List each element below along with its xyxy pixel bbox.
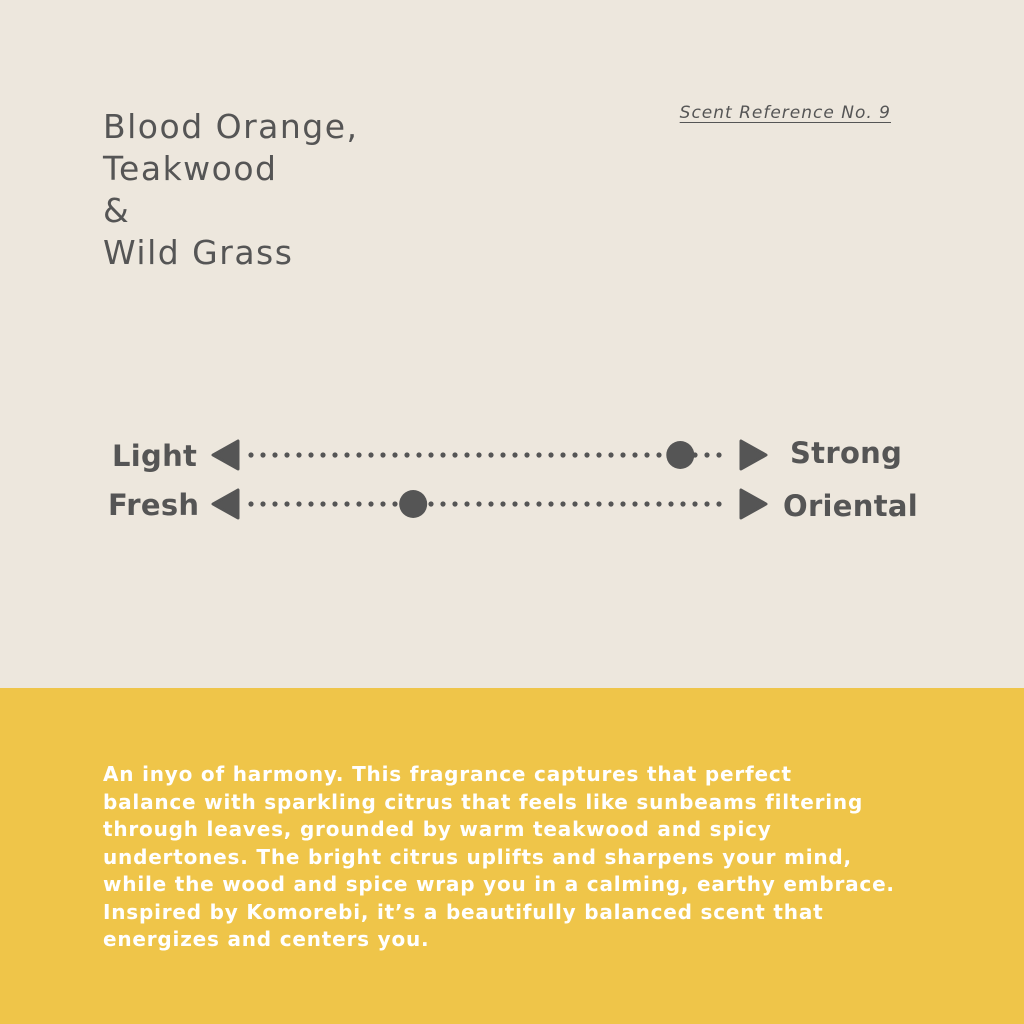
scale-dot: [284, 452, 289, 457]
scale-dot: [620, 452, 625, 457]
description-line: balance with sparkling citrus that feels like sunbeams filtering: [103, 789, 864, 814]
scale-dot: [320, 452, 325, 457]
scale-dot: [536, 501, 541, 506]
scale-dot: [440, 501, 445, 506]
scent-reference: Scent Reference No. 9: [679, 103, 891, 123]
scale-left-label-fresh: Fresh: [108, 488, 200, 522]
scale-dot: [476, 501, 481, 506]
scale-dot: [680, 501, 685, 506]
scale-dot: [476, 452, 481, 457]
scale-dot: [380, 501, 385, 506]
scale-dot: [584, 501, 589, 506]
scale-dot: [596, 452, 601, 457]
scale-dot: [692, 501, 697, 506]
scale-dot: [512, 501, 517, 506]
scale-dot: [548, 501, 553, 506]
scale-dot: [572, 501, 577, 506]
scale-dot: [332, 501, 337, 506]
scale-dot: [380, 452, 385, 457]
description-line: Inspired by Komorebi, it’s a beautifully balanced scent that: [103, 899, 824, 924]
scale-dot: [512, 452, 517, 457]
scale-dot: [536, 452, 541, 457]
scale-dot: [500, 452, 505, 457]
scale-dot: [620, 501, 625, 506]
title-line: Blood Orange,: [103, 107, 359, 146]
description-line: while the wood and spice wrap you in a calming, earthy embrace.: [103, 872, 895, 896]
scale-dot: [488, 501, 493, 506]
scale-dot: [560, 501, 565, 506]
scale-fresh-oriental: [213, 490, 766, 518]
arrow-right-icon: [741, 441, 766, 469]
scale-dot: [416, 452, 421, 457]
description-line: through leaves, grounded by warm teakwood and spicy: [103, 817, 772, 841]
scale-dot: [272, 452, 277, 457]
scale-dot: [452, 501, 457, 506]
scale-dot: [500, 501, 505, 506]
scale-left-label-light: Light: [112, 439, 198, 473]
scale-dot: [464, 452, 469, 457]
scale-dot: [608, 501, 613, 506]
scale-dot: [524, 501, 529, 506]
scale-dot: [296, 452, 301, 457]
scale-dot: [320, 501, 325, 506]
scale-dot: [668, 501, 673, 506]
scale-dot: [284, 501, 289, 506]
scale-dot: [488, 452, 493, 457]
scale-dot: [464, 501, 469, 506]
scale-dot: [428, 452, 433, 457]
arrow-left-icon: [213, 441, 238, 469]
scale-dot: [560, 452, 565, 457]
scale-dot: [440, 452, 445, 457]
scale-dot: [644, 501, 649, 506]
scale-dot: [248, 452, 253, 457]
scale-dot: [260, 452, 265, 457]
scale-dot: [404, 452, 409, 457]
scent-description: [103, 761, 963, 954]
scale-right-label-strong: Strong: [790, 436, 903, 470]
scale-dot: [632, 452, 637, 457]
scale-dot: [608, 452, 613, 457]
scale-dot: [392, 501, 397, 506]
scale-dot: [704, 452, 709, 457]
scale-dot: [344, 452, 349, 457]
description-line: undertones. The bright citrus uplifts and sharpens your mind,: [103, 844, 852, 869]
scale-dot: [392, 452, 397, 457]
scale-dot: [596, 501, 601, 506]
scale-dot: [644, 452, 649, 457]
scale-dot: [296, 501, 301, 506]
scale-dot: [524, 452, 529, 457]
scale-dot: [356, 452, 361, 457]
scale-dot: [368, 452, 373, 457]
scale-dot: [656, 501, 661, 506]
scale-dot: [344, 501, 349, 506]
scale-right-label-oriental: Oriental: [783, 489, 918, 523]
title-line: &: [103, 191, 131, 230]
scale-light-strong: [213, 441, 766, 469]
arrow-left-icon: [213, 490, 238, 518]
scale-dot: [572, 452, 577, 457]
scale-dot: [452, 452, 457, 457]
scale-dot: [260, 501, 265, 506]
scale-dot: [308, 501, 313, 506]
scale-marker: [666, 441, 694, 469]
title-line: Teakwood: [103, 149, 278, 188]
arrow-right-icon: [741, 490, 766, 518]
title-line: Wild Grass: [103, 233, 294, 272]
scale-dot: [368, 501, 373, 506]
scale-dot: [272, 501, 277, 506]
scale-dot: [332, 452, 337, 457]
scale-dot: [308, 452, 313, 457]
scale-dot: [716, 501, 721, 506]
scale-dot: [704, 501, 709, 506]
scale-dot: [656, 452, 661, 457]
scale-marker: [399, 490, 427, 518]
description-line: energizes and centers you.: [103, 927, 430, 951]
scale-dot: [248, 501, 253, 506]
scale-dot: [356, 501, 361, 506]
description-line: An inyo of harmony. This fragrance captures that perfect: [103, 762, 792, 786]
scale-dot: [584, 452, 589, 457]
scale-dot: [548, 452, 553, 457]
scale-dot: [632, 501, 637, 506]
scale-dot: [716, 452, 721, 457]
scale-dot: [428, 501, 433, 506]
